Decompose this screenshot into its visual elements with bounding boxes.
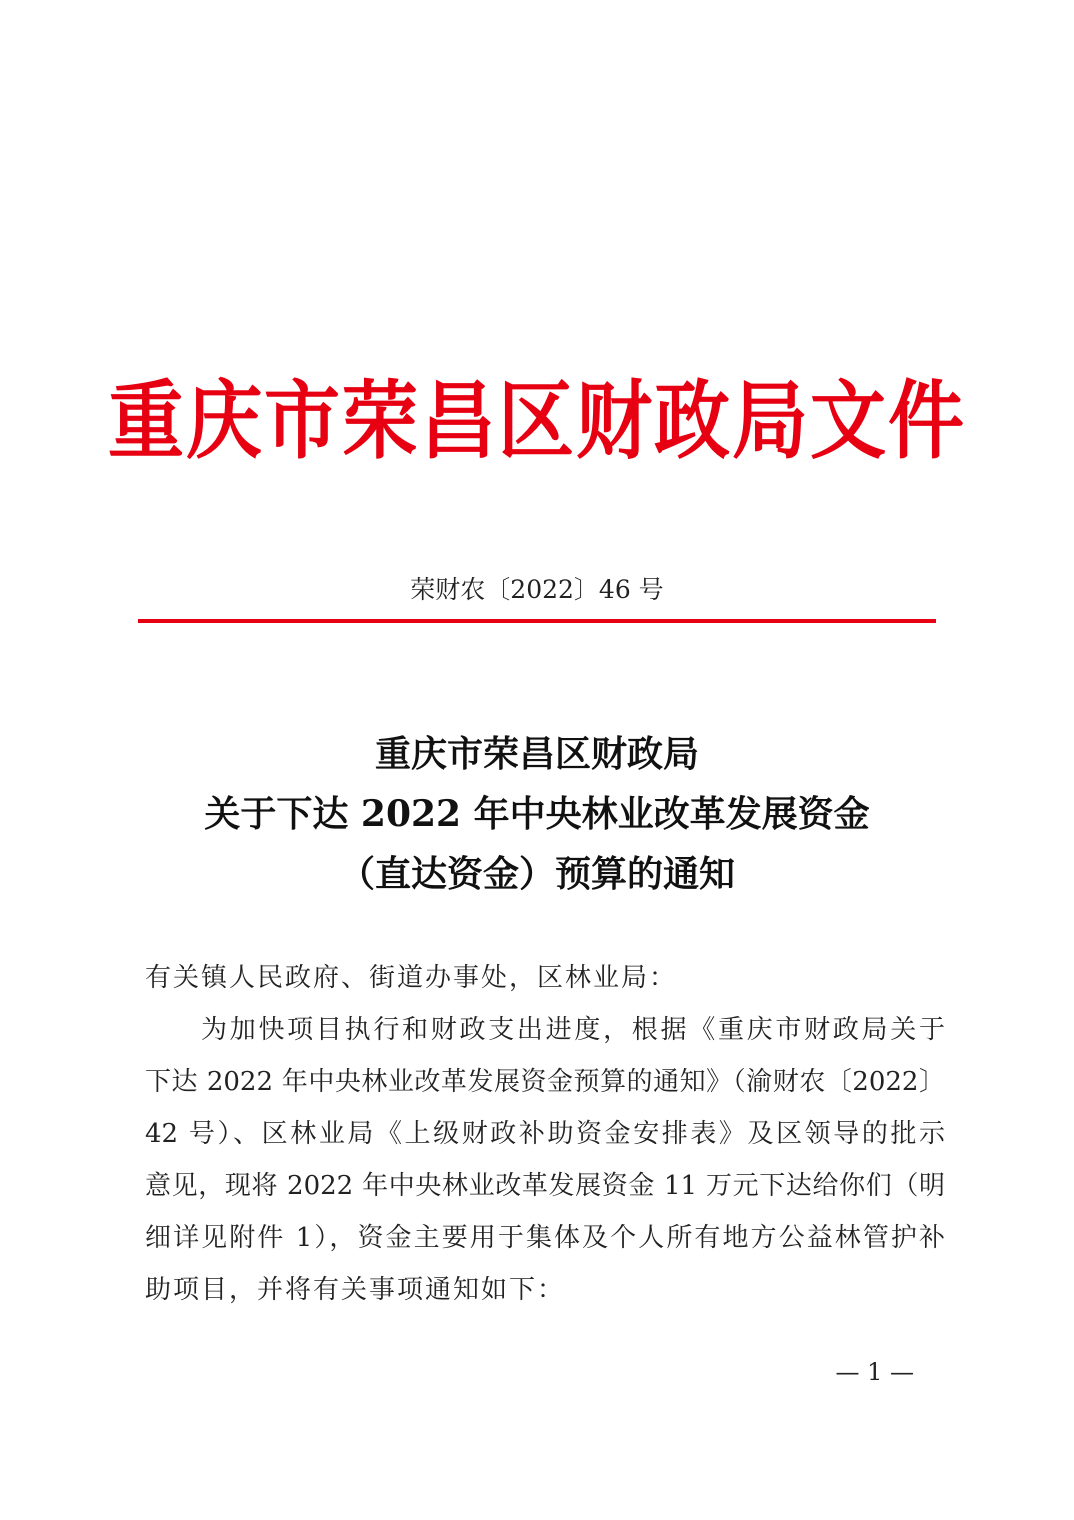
red-divider-line [138, 619, 936, 623]
paragraph-line-1: 为加快项目执行和财政支出进度，根据《重庆市财政局关于 [201, 1015, 945, 1045]
page-number: — 1 — [835, 1358, 914, 1386]
document-number: 荣财农〔2022〕46 号 [410, 575, 664, 604]
masthead-title: 重庆市荣昌区财政局文件 [108, 371, 966, 471]
body-paragraph [145, 1004, 945, 1316]
notice-title-line-1: 重庆市荣昌区财政局 [374, 733, 699, 775]
notice-title-line-2: 关于下达 2022 年中央林业改革发展资金 [204, 793, 870, 835]
notice-body [145, 952, 945, 1316]
paragraph-line-5: 细详见附件 1），资金主要用于集体及个人所有地方公益林管护补 [145, 1223, 945, 1253]
paragraph-line-4: 意见，现将 2022 年中央林业改革发展资金 11 万元下达给你们（明 [145, 1171, 945, 1201]
paragraph-line-3: 42 号）、区林业局《上级财政补助资金安排表》及区领导的批示 [145, 1119, 945, 1149]
paragraph-line-6: 助项目，并将有关事项通知如下： [145, 1275, 566, 1305]
paragraph-line-2: 下达 2022 年中央林业改革发展资金预算的通知》（渝财农〔2022〕 [145, 1067, 945, 1097]
notice-title-line-3: （直达资金）预算的通知 [338, 853, 735, 895]
salutation: 有关镇人民政府、街道办事处，区林业局： [145, 963, 678, 993]
notice-title [0, 724, 1074, 904]
